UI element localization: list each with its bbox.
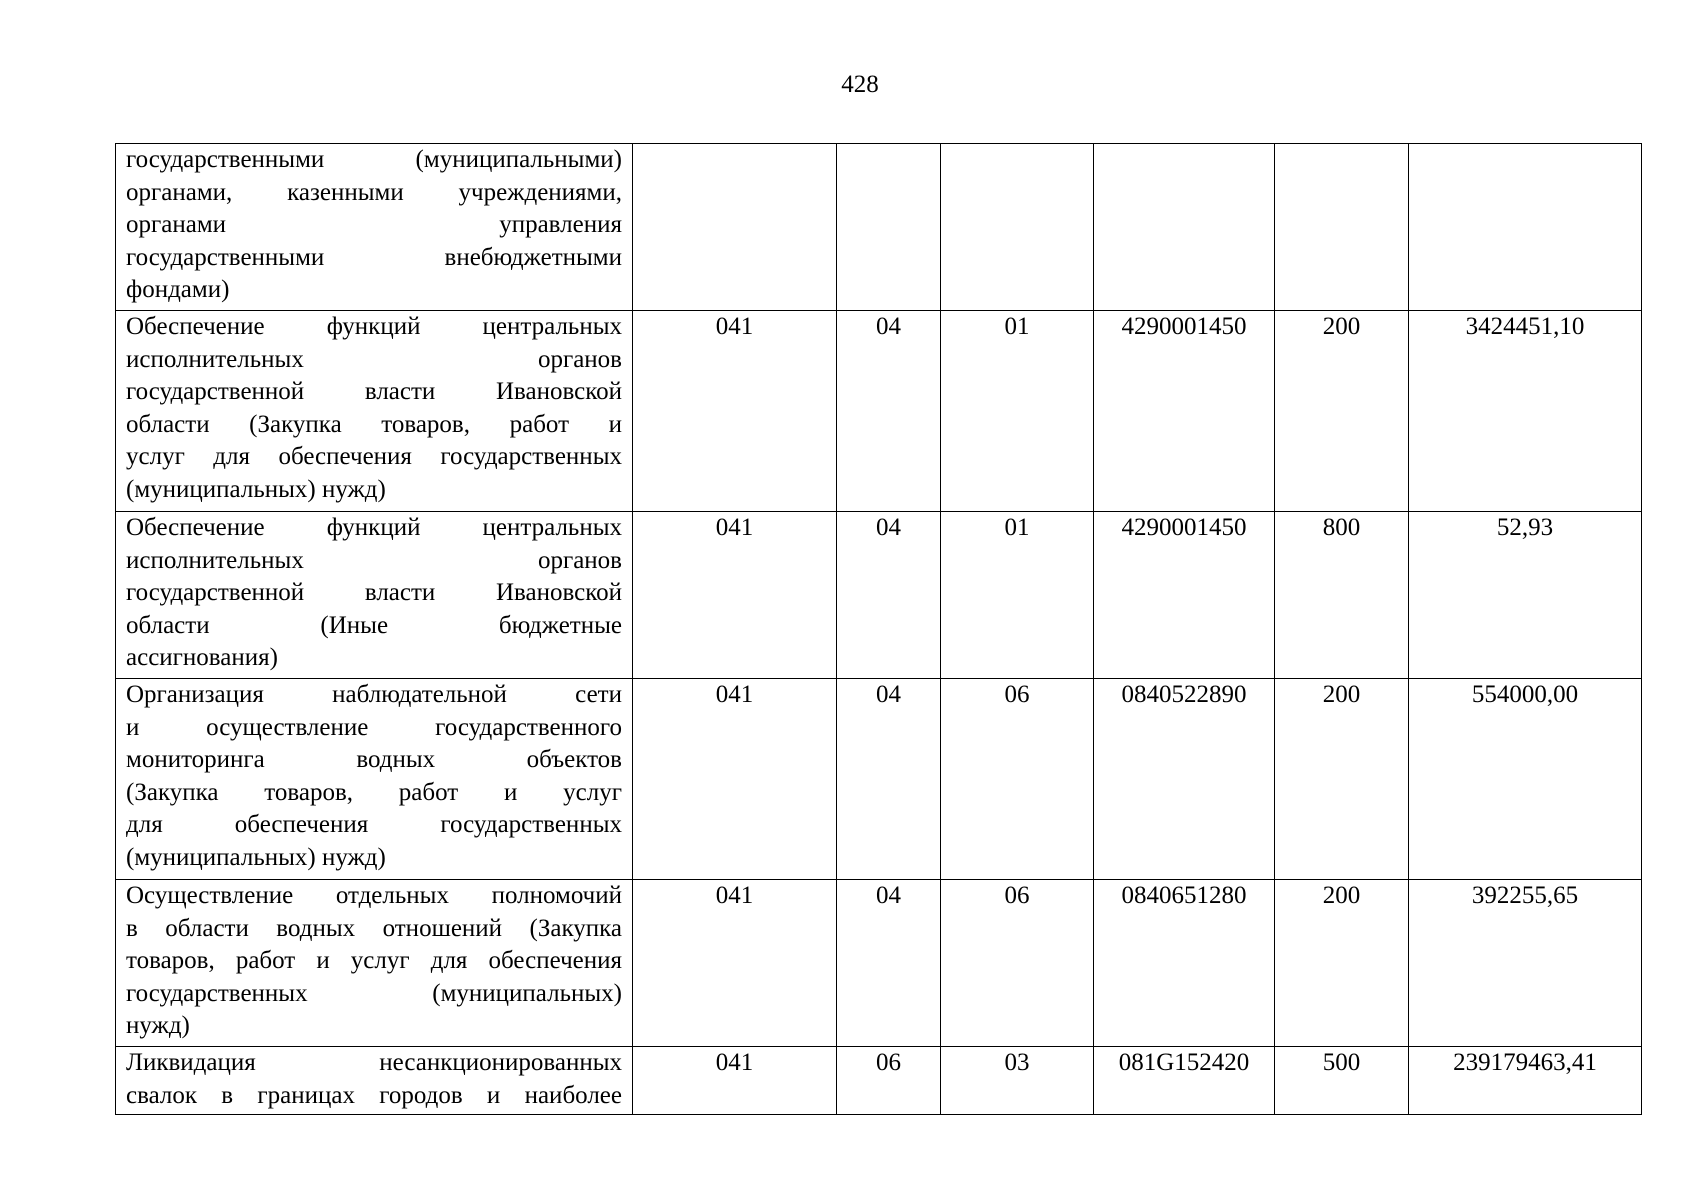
- expense-type-cell: 200: [1275, 311, 1409, 512]
- description-line: исполнительных органов: [126, 345, 622, 373]
- subsection-code-cell: [941, 144, 1094, 311]
- target-article-cell: 4290001450: [1094, 311, 1275, 512]
- amount-cell: 554000,00: [1409, 679, 1642, 880]
- description-line: для обеспечения государственных: [126, 811, 622, 839]
- table-row: [116, 311, 1642, 512]
- table-row: [116, 512, 1642, 679]
- description-line: области (Закупка товаров, работ и: [126, 410, 622, 438]
- description-line: товаров, работ и услуг для обеспечения: [126, 947, 622, 975]
- section-code-cell: 06: [837, 1047, 941, 1115]
- description-line: в области водных отношений (Закупка: [126, 914, 622, 942]
- description-line: Обеспечение функций центральных: [126, 313, 622, 340]
- description-line: фондами): [126, 276, 230, 304]
- gov-code-cell: [633, 144, 837, 311]
- table-body: [116, 144, 1642, 1115]
- section-code-cell: 04: [837, 679, 941, 880]
- description-cell: [116, 679, 633, 880]
- target-article-cell: 081G152420: [1094, 1047, 1275, 1115]
- amount-cell: [1409, 144, 1642, 311]
- description-line: и осуществление государственного: [126, 713, 622, 741]
- table-row: [116, 1047, 1642, 1115]
- amount-cell: 52,93: [1409, 512, 1642, 679]
- section-code-cell: 04: [837, 880, 941, 1047]
- description-line: (муниципальных) нужд): [126, 843, 386, 871]
- description-line: мониторинга водных объектов: [126, 746, 622, 774]
- target-article-cell: 0840651280: [1094, 880, 1275, 1047]
- expense-type-cell: 800: [1275, 512, 1409, 679]
- subsection-code-cell: 01: [941, 311, 1094, 512]
- description-line: услуг для обеспечения государственных: [126, 443, 622, 471]
- gov-code-cell: 041: [633, 512, 837, 679]
- description-cell: [116, 1047, 633, 1115]
- description-cell: [116, 512, 633, 679]
- description-line: (муниципальных) нужд): [126, 475, 386, 503]
- description-line: органами, казенными учреждениями,: [126, 178, 622, 206]
- description-line: государственной власти Ивановской: [126, 378, 622, 406]
- section-code-cell: 04: [837, 512, 941, 679]
- table-row: [116, 880, 1642, 1047]
- expense-type-cell: 200: [1275, 679, 1409, 880]
- target-article-cell: 4290001450: [1094, 512, 1275, 679]
- description-line: государственными (муниципальными): [126, 146, 622, 173]
- description-line: ассигнования): [126, 644, 278, 672]
- description-line: свалок в границах городов и наиболее: [126, 1081, 622, 1109]
- expense-type-cell: 200: [1275, 880, 1409, 1047]
- description-cell: [116, 880, 633, 1047]
- description-line: Обеспечение функций центральных: [126, 514, 622, 541]
- description-line: нужд): [126, 1012, 190, 1040]
- section-code-cell: [837, 144, 941, 311]
- amount-cell: 392255,65: [1409, 880, 1642, 1047]
- table-row: [116, 144, 1642, 311]
- description-line: государственными внебюджетными: [126, 243, 622, 271]
- target-article-cell: [1094, 144, 1275, 311]
- description-line: (Закупка товаров, работ и услуг: [126, 778, 622, 806]
- table-row: [116, 679, 1642, 880]
- description-cell: [116, 144, 633, 311]
- gov-code-cell: 041: [633, 880, 837, 1047]
- section-code-cell: 04: [837, 311, 941, 512]
- gov-code-cell: 041: [633, 311, 837, 512]
- subsection-code-cell: 06: [941, 679, 1094, 880]
- description-line: государственной власти Ивановской: [126, 579, 622, 607]
- description-line: области (Иные бюджетные: [126, 611, 622, 639]
- description-line: Ликвидация несанкционированных: [126, 1049, 622, 1076]
- subsection-code-cell: 01: [941, 512, 1094, 679]
- amount-cell: 239179463,41: [1409, 1047, 1642, 1115]
- page-number: 428: [841, 71, 879, 98]
- description-line: Организация наблюдательной сети: [126, 681, 622, 708]
- amount-cell: 3424451,10: [1409, 311, 1642, 512]
- description-cell: [116, 311, 633, 512]
- gov-code-cell: 041: [633, 1047, 837, 1115]
- target-article-cell: 0840522890: [1094, 679, 1275, 880]
- description-line: государственных (муниципальных): [126, 979, 622, 1007]
- description-line: органами управления: [126, 211, 622, 239]
- subsection-code-cell: 03: [941, 1047, 1094, 1115]
- gov-code-cell: 041: [633, 679, 837, 880]
- expense-type-cell: 500: [1275, 1047, 1409, 1115]
- subsection-code-cell: 06: [941, 880, 1094, 1047]
- description-line: исполнительных органов: [126, 546, 622, 574]
- budget-table: [115, 143, 1642, 1115]
- description-line: Осуществление отдельных полномочий: [126, 882, 622, 909]
- expense-type-cell: [1275, 144, 1409, 311]
